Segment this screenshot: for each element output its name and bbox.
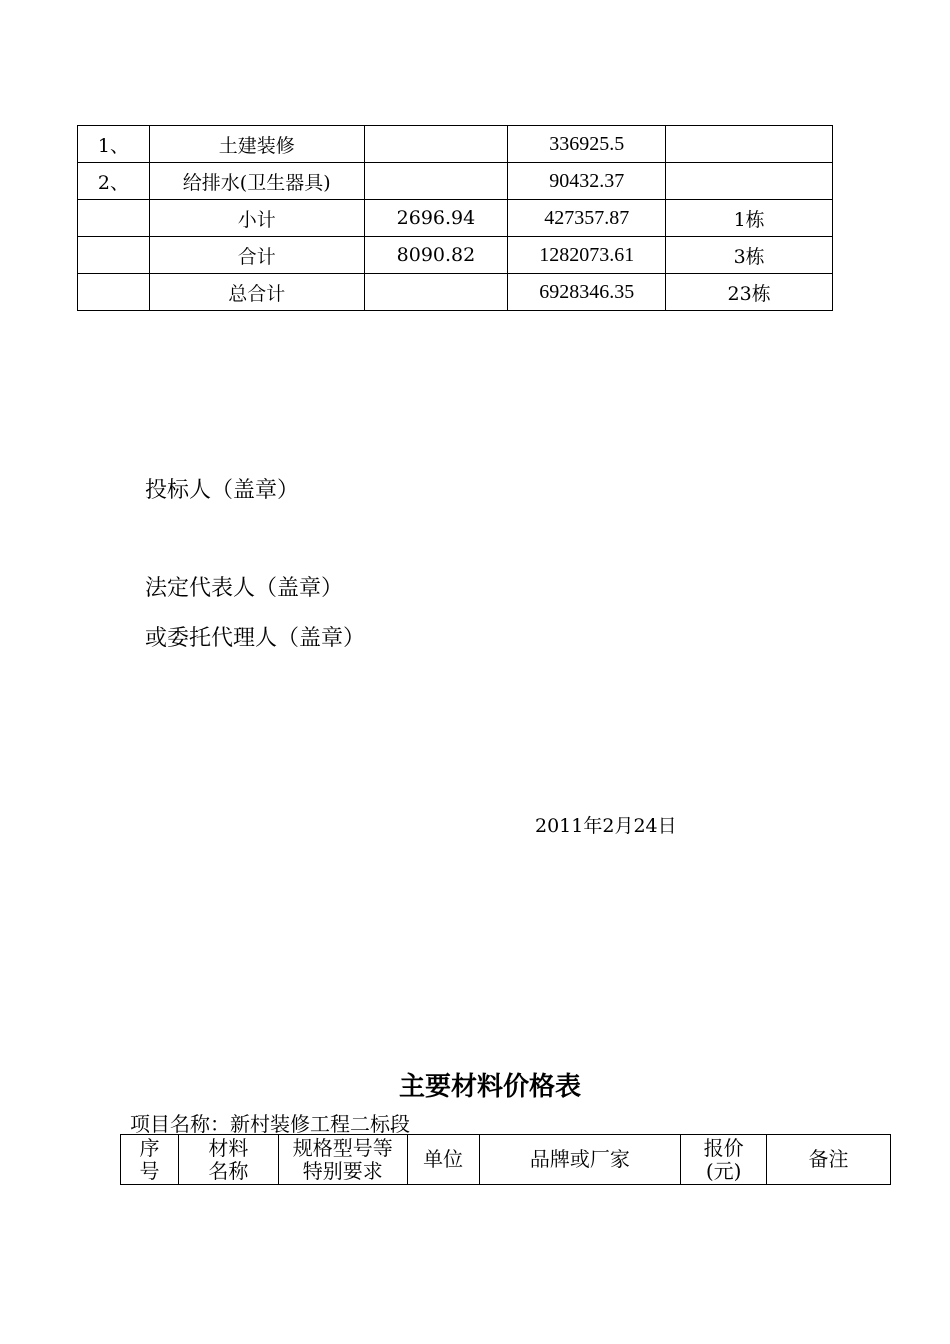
column-header-brand: [479, 1135, 681, 1185]
row-number: 2、: [78, 163, 150, 200]
table-row: [78, 126, 833, 163]
row-number: [78, 274, 150, 311]
note-value: [666, 163, 833, 200]
column-header-index: [121, 1135, 179, 1185]
header-line: 名称: [208, 1158, 249, 1183]
amount-value: 427357.87: [508, 200, 666, 237]
header-line: 号: [139, 1158, 160, 1183]
amount-value: 6928346.35: [508, 274, 666, 311]
column-header-price: [681, 1135, 767, 1185]
materials-table: [120, 1134, 891, 1185]
header-row: [121, 1135, 891, 1185]
header-line: 单位: [423, 1147, 464, 1171]
column-header-remarks: [767, 1135, 891, 1185]
area-value: [364, 126, 508, 163]
area-value: 8090.82: [364, 237, 508, 274]
item-name: 小计: [149, 200, 364, 237]
row-number: [78, 200, 150, 237]
item-name: 给排水(卫生器具): [149, 163, 364, 200]
bidder-signature-line: 投标人（盖章）: [145, 478, 300, 503]
column-header-material: [178, 1135, 278, 1185]
amount-value: 90432.37: [508, 163, 666, 200]
table-row: [78, 274, 833, 311]
header-line: 材料: [208, 1135, 249, 1160]
header-line: 报价: [703, 1135, 744, 1160]
legal-rep-signature-line: 法定代表人（盖章）: [145, 576, 344, 601]
row-number: 1、: [78, 126, 150, 163]
column-header-spec: [278, 1135, 407, 1185]
item-name: 总合计: [149, 274, 364, 311]
header-line: 特别要求: [302, 1158, 383, 1183]
header-line: (元): [705, 1158, 742, 1183]
note-value: 1栋: [666, 200, 833, 237]
materials-title: 主要材料价格表: [398, 1072, 581, 1102]
table-row: [78, 237, 833, 274]
item-name: 土建装修: [149, 126, 364, 163]
item-name: 合计: [149, 237, 364, 274]
header-line: 品牌或厂家: [529, 1147, 630, 1171]
amount-value: 336925.5: [508, 126, 666, 163]
note-value: 23栋: [666, 274, 833, 311]
table-row: [78, 200, 833, 237]
note-value: 3栋: [666, 237, 833, 274]
header-line: 序: [139, 1135, 160, 1160]
area-value: [364, 163, 508, 200]
row-number: [78, 237, 150, 274]
note-value: [666, 126, 833, 163]
project-name: 项目名称：新村装修工程二标段: [130, 1112, 410, 1136]
area-value: [364, 274, 508, 311]
table-row: [78, 163, 833, 200]
header-line: 备注: [808, 1147, 849, 1171]
document-date: 2011年2月24日: [535, 815, 677, 837]
summary-table: [77, 125, 833, 311]
amount-value: 1282073.61: [508, 237, 666, 274]
area-value: 2696.94: [364, 200, 508, 237]
agent-signature-line: 或委托代理人（盖章）: [145, 626, 366, 651]
header-line: 规格型号等: [292, 1135, 393, 1160]
column-header-unit: [407, 1135, 479, 1185]
